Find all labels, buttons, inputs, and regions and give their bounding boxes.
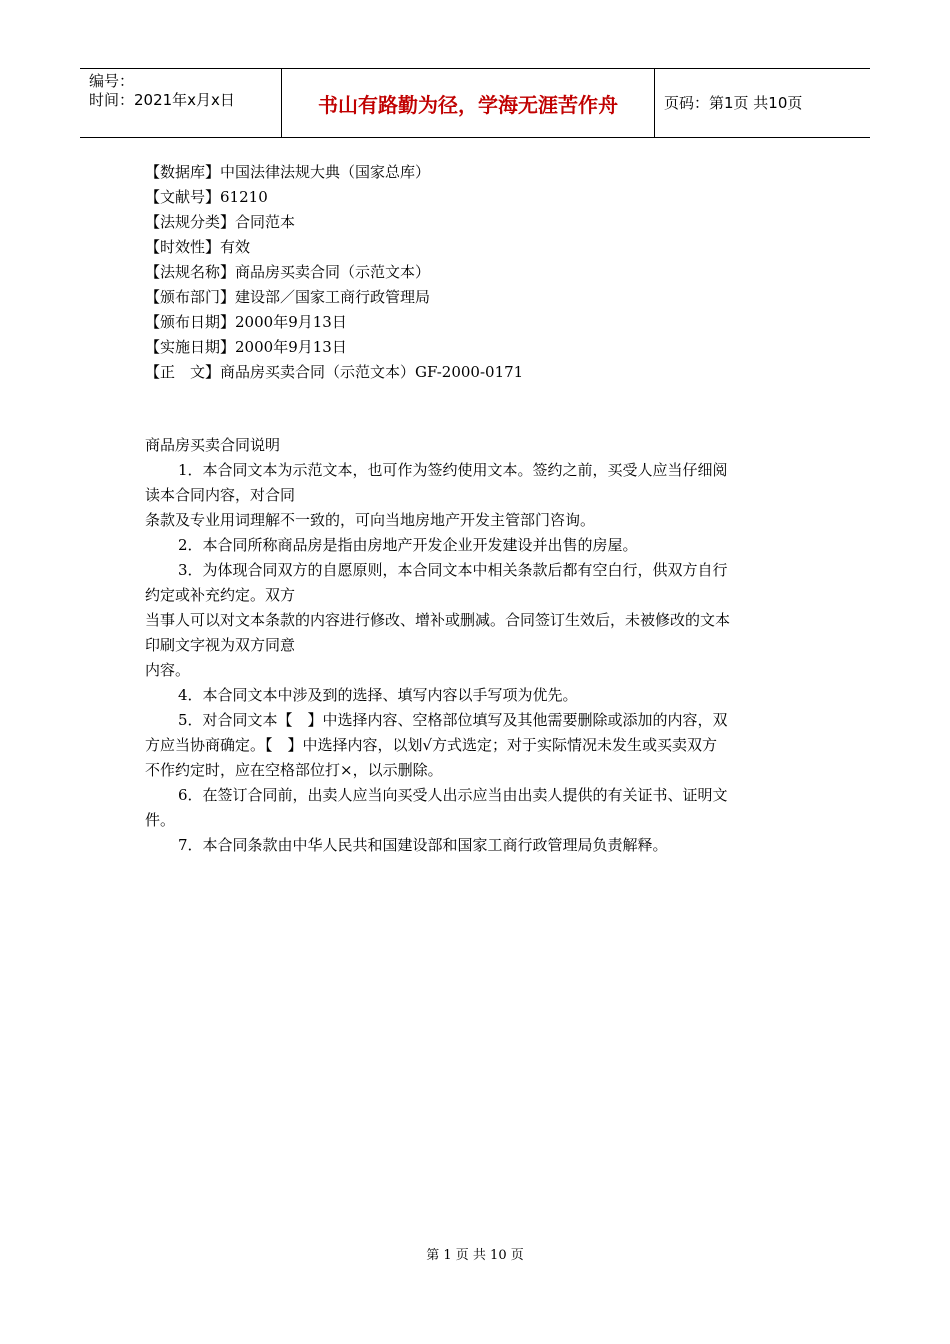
meta-row-issuer bbox=[145, 285, 523, 310]
meta-label: 【颁布部门】 bbox=[145, 288, 236, 306]
meta-value: 中国法律法规大典（国家总库） bbox=[220, 163, 431, 181]
document-number-label: 编号： bbox=[89, 72, 135, 90]
notes-line: 3．为体现合同双方的自愿原则，本合同文本中相关条款后都有空白行，供双方自行 bbox=[178, 561, 728, 579]
notes-line: 4．本合同文本中涉及到的选择、填写内容以手写项为优先。 bbox=[178, 686, 578, 704]
notes-line: 读本合同内容，对合同 bbox=[145, 486, 296, 504]
meta-row-effective-date bbox=[145, 335, 523, 360]
meta-row-title bbox=[145, 260, 523, 285]
meta-row-doc-number bbox=[145, 185, 523, 210]
contract-notes bbox=[145, 433, 810, 858]
meta-label: 【法规名称】 bbox=[145, 263, 236, 281]
notes-title: 商品房买卖合同说明 bbox=[145, 436, 281, 454]
meta-row-validity bbox=[145, 235, 523, 260]
meta-row-body bbox=[145, 360, 523, 385]
notes-line: 内容。 bbox=[145, 661, 191, 679]
notes-line: 约定或补充约定。双方 bbox=[145, 586, 296, 604]
notes-line: 5．对合同文本【 】中选择内容、空格部位填写及其他需要删除或添加的内容，双 bbox=[178, 711, 728, 729]
page-footer: 第 1 页 共 10 页 bbox=[426, 1248, 524, 1263]
header-left-cell bbox=[80, 69, 282, 137]
header-right-cell bbox=[655, 69, 870, 137]
notes-line: 方应当协商确定。【 】中选择内容，以划√方式选定；对于实际情况未发生或买卖双方 bbox=[145, 736, 718, 754]
notes-line: 1．本合同文本为示范文本，也可作为签约使用文本。签约之前，买受人应当仔细阅 bbox=[178, 461, 728, 479]
meta-value: 商品房买卖合同（示范文本） bbox=[235, 263, 431, 281]
meta-label: 【数据库】 bbox=[145, 163, 221, 181]
header-middle-cell bbox=[282, 69, 655, 137]
meta-value: 商品房买卖合同（示范文本）GF-2000-0171 bbox=[220, 363, 524, 381]
notes-line: 6．在签订合同前，出卖人应当向买受人出示应当由出卖人提供的有关证书、证明文 bbox=[178, 786, 728, 804]
notes-line: 印刷文字视为双方同意 bbox=[145, 636, 296, 654]
page-code: 页码：第1页 共10页 bbox=[664, 94, 803, 112]
motto-text: 书山有路勤为径，学海无涯苦作舟 bbox=[318, 93, 618, 117]
notes-line: 不作约定时，应在空格部位打×，以示删除。 bbox=[145, 761, 443, 779]
meta-value: 61210 bbox=[220, 188, 268, 206]
notes-line: 件。 bbox=[145, 811, 176, 829]
meta-row-category bbox=[145, 210, 523, 235]
notes-line: 7．本合同条款由中华人民共和国建设部和国家工商行政管理局负责解释。 bbox=[178, 836, 668, 854]
document-time-label: 时间：2021年x月x日 bbox=[89, 91, 235, 109]
metadata-block bbox=[145, 160, 523, 385]
meta-label: 【颁布日期】 bbox=[145, 313, 236, 331]
meta-row-database bbox=[145, 160, 523, 185]
meta-value: 合同范本 bbox=[235, 213, 296, 231]
meta-value: 建设部／国家工商行政管理局 bbox=[235, 288, 431, 306]
meta-label: 【文献号】 bbox=[145, 188, 221, 206]
meta-row-issue-date bbox=[145, 310, 523, 335]
notes-line: 2．本合同所称商品房是指由房地产开发企业开发建设并出售的房屋。 bbox=[178, 536, 638, 554]
meta-value: 有效 bbox=[220, 238, 251, 256]
meta-value: 2000年9月13日 bbox=[235, 313, 347, 331]
meta-value: 2000年9月13日 bbox=[235, 338, 347, 356]
notes-line: 条款及专业用词理解不一致的，可向当地房地产开发主管部门咨询。 bbox=[145, 511, 596, 529]
notes-line: 当事人可以对文本条款的内容进行修改、增补或删减。合同签订生效后，未被修改的文本 bbox=[145, 611, 731, 629]
meta-label: 【实施日期】 bbox=[145, 338, 236, 356]
page-header bbox=[80, 68, 870, 138]
meta-label: 【时效性】 bbox=[145, 238, 221, 256]
meta-label: 【正 文】 bbox=[145, 363, 221, 381]
meta-label: 【法规分类】 bbox=[145, 213, 236, 231]
